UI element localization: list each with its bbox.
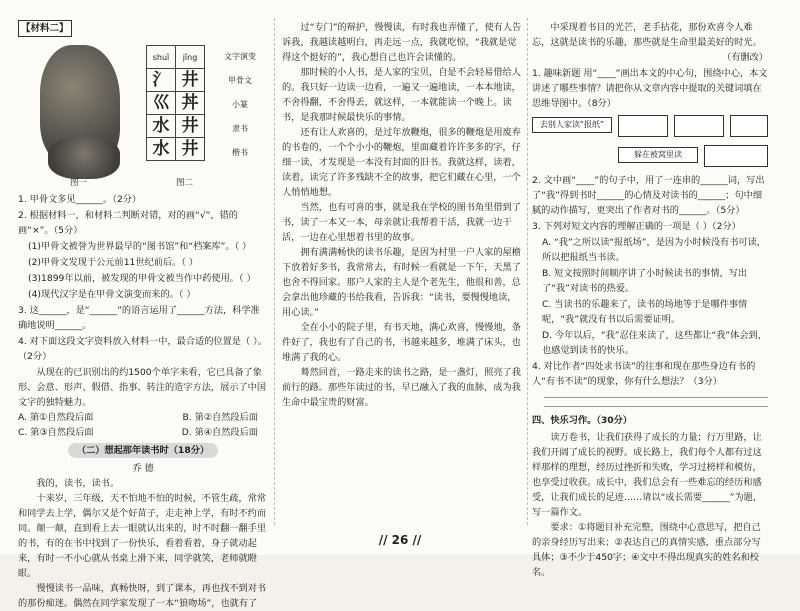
passage-paragraph: 过“专门”的辩护，慢慢读，有时我也弄懂了，使有人告诉我，我越读越明白，再走远一点，我就吃惊，“我就是觉得这个挺好的”，我心想自己也许会读懂的。 — [282, 22, 522, 63]
option-c: C. 第③自然段后面 — [18, 427, 94, 438]
glyph-cell: 水 — [147, 115, 176, 138]
glyph-cell: 井 — [176, 69, 205, 92]
question-4: 4. 对下面这段文字资料放入材料一中，最合适的位置是（ ）。（2分） — [18, 336, 267, 362]
passage-paragraph: 我的，读书，读书。 — [36, 478, 120, 489]
glyph-header: jǐng — [176, 46, 205, 69]
option-a: A. “我”之所以读“报纸场”，是因为小时候没有书可读，所以把报纸当书读。 — [542, 237, 766, 263]
question-2-item: (4)现代汉字是在甲骨文演变而来的。（ ） — [28, 289, 196, 300]
option-a: A. 第①自然段后面 — [18, 412, 94, 423]
passage-paragraph: 全在小小的院子里，有书天地，满心欢喜，慢慢地，条件好了，我也有了自己的书，书越来越多，堆满了床头，也堆满了我的心。 — [282, 322, 521, 363]
question-2: 2. 文中画“____”的句子中，用了一连串的______词，写出了“我”得到书时______的心情及对读书的______；句中细腻的动作描写，更突出了作者对书的______。（5分） — [532, 175, 765, 216]
glyph-table — [146, 45, 205, 161]
question-2-item: (3)1899年以前，被发现的甲骨文被当作中药使用。（ ） — [28, 273, 256, 284]
evolution-stage: 甲骨文 — [228, 76, 252, 85]
question-3: 3. 下列对短文内容的理解正确的一项是（ ）（2分） — [532, 221, 741, 232]
question-4: 4. 对比作者“四处求书读”的往事和现在那些身边有书的人“有书不读”的现象，你有什么想法？（3分） — [532, 361, 756, 387]
author: 乔 德 — [132, 463, 154, 474]
question-2: 2. 根据材料一，和材料二判断对错，对的画“√”，错的画“×”。（5分） — [18, 210, 238, 236]
evolution-header: 文字演变 — [224, 52, 256, 61]
map-box-start: 去别人家读“报纸” — [532, 117, 612, 133]
question-1: 1. 趣味新题 用“____”画出本文的中心句，围绕中心，本文讲述了哪些事情？请把你从文章内容中提取的关键词填在思维导图中。（8分） — [532, 68, 768, 109]
essay-prompt: 读万卷书，让我们获得了成长的力量；行万里路，让我们开阔了成长的视野。成长路上，我们每个人都有过这样那样的理想，经历过挫折和失败，学习过榜样和模仿，也享受过收获。成长中，我们总会有一些难忘的经历和感受，让我们成长的足迹……请以“成长需要______”为题，写一篇作文。 — [532, 432, 763, 518]
mind-map — [532, 113, 768, 171]
glyph-cell: 井 — [176, 138, 205, 161]
answer-line[interactable] — [544, 396, 768, 398]
passage-paragraph: 当然，也有可喜的事，就是我在学校的图书角里借到了书，读了一本又一本，母亲就让我帮着干活，我就一边干活，一边在心里想着书里的故事。 — [282, 202, 521, 243]
glyph-header: shuǐ — [147, 46, 176, 69]
page-number: // 26 // — [378, 533, 422, 547]
question-3: 3. 这______，是“______”的语言运用了______方法，科学准确地说明______。 — [18, 305, 260, 331]
glyph-cell: 井 — [176, 115, 205, 138]
option-d: D. 今年以后，“我”忍住来读了，这些都让“我”体会到，也感觉到读书的快乐。 — [542, 330, 767, 356]
left-column — [18, 20, 268, 611]
question-2-item: (1)甲骨文被誉为世界最早的“图书馆”和“档案库”。（ ） — [28, 241, 252, 252]
evolution-stage: 隶书 — [232, 124, 248, 133]
map-box-blank[interactable] — [730, 115, 768, 137]
source-note: （有删改） — [722, 52, 768, 63]
material-tag: 【材料二】 — [18, 20, 72, 37]
figure2-caption: 图二 — [176, 178, 194, 188]
evolution-column — [214, 45, 266, 165]
map-box-blank[interactable] — [618, 115, 668, 137]
options-row — [18, 425, 268, 440]
column-divider — [527, 18, 528, 525]
glyph-cell: 丼 — [176, 92, 205, 115]
options-row — [18, 410, 268, 425]
passage-paragraph: 蓦然回首，一路走来的读书之路，是一盏灯，照亮了我前行的路。那些年读过的书，早已融入了我的血脉，成为我生命中最宝贵的财富。 — [282, 367, 521, 408]
option-c: C. 当读书的乐趣来了，读书的场地等于是哪件事情呢，“我”就没有书以后需要证明。 — [542, 299, 748, 325]
question-2-item: (2)甲骨文发现于公元前11世纪前后。（ ） — [28, 257, 199, 268]
right-column — [532, 20, 768, 580]
option-b: B. 第②自然段后面 — [182, 412, 258, 423]
answer-line[interactable] — [544, 405, 768, 407]
passage-paragraph: 还有让人欢喜的，是过年放鞭炮，很多的鞭炮是用废弃的书卷的，一个个小小的鞭炮，里面藏着许许多多的字，仔细一读，才发现是一本没有封面的旧书。我就这样，读着，读着，读完了许多残缺不全的故事，把它们藏在心里，一个人悄悄地想。 — [282, 127, 521, 198]
column-divider — [274, 18, 275, 525]
map-box-end: 躲在被窝里读 — [618, 147, 698, 163]
map-box-blank[interactable] — [704, 145, 768, 167]
glyph-cell: 水 — [147, 138, 176, 161]
evolution-stage: 楷书 — [232, 148, 248, 157]
essay-requirements: 要求：①将题目补充完整，围绕中心意思写，把自己的亲身经历写出来；②表达自己的真情实感，重点部分写具体；③不少于450字；④文中不得出现真实的姓名和校名。 — [532, 522, 761, 578]
glyph-cell: 氵 — [147, 69, 176, 92]
option-d: D. 第④自然段后面 — [181, 427, 258, 438]
evolution-stage: 小篆 — [232, 100, 248, 109]
section-title: （二）想起那年读书时（18分） — [68, 443, 218, 458]
passage-paragraph: 十来岁，三年级，天不怕地不怕的时候，不管生疏，常常和同学去上学，偶尔又是个好苗子，走走神上学，有时不约而同。颠一颠，直到看上去一眼就认出来的，时不时翻一翻手里的书，有的在书中找到了一份快乐，看着看着，身子就动起来，有时一不小心就从书桌上滑下来，同学就笑，老师就瞪眼。 — [18, 493, 267, 579]
passage-paragraph: 中采现着书目的光芒，老手拈花，那份欢喜令人难忘，这就是读书的乐趣，那些就是生命里最美好的时光。 — [532, 22, 762, 48]
section-4-title: 四、快乐习作。（30分） — [532, 415, 633, 426]
oracle-bone-image-2 — [48, 137, 120, 179]
glyph-cell: 巛 — [147, 92, 176, 115]
passage-paragraph: 慢慢读书一品味，真畅快呀，到了课本，再也找不到对书的那份痴迷。偶然在同学家发现了一本“狼吻场”，也就有了 — [18, 583, 267, 609]
question-1: 1. 甲骨文多见______。（2分） — [18, 194, 142, 205]
option-b: B. 短文按照时间顺序讲了小时候读书的事情，写出了“我”对读书的热爱。 — [542, 268, 748, 294]
quote-passage: 从现在的已识别出的约1500个单字来看，它已具备了象形、会意、形声、假借、指事、转注的造字方法，展示了中国文字的独特魅力。 — [18, 367, 267, 408]
map-box-blank[interactable] — [674, 115, 724, 137]
passage-paragraph: 那时候的小人书，是人家的宝贝，自是不会轻易借给人的。我只好一边读一边看，一遍又一遍地读，一本本地读，不舍得翻，不舍得丢，就这样，一本就能读一个晚上。读书，是我那时候最快乐的事情。 — [282, 67, 521, 123]
passage-paragraph: 拥有满满畅快的读书乐趣，是因为村里一户人家的屋檐下放着好多书，我常常去，有时候一看就是一下午，天黑了也舍不得回家。那户人家的主人是个老先生，他很和善，总会拿出他珍藏的书给我看，告诉我：“读书，要慢慢地读，用心读。” — [282, 247, 521, 318]
figure-area — [18, 41, 268, 191]
figure1-caption: 图一 — [70, 178, 88, 188]
middle-column — [282, 20, 522, 410]
